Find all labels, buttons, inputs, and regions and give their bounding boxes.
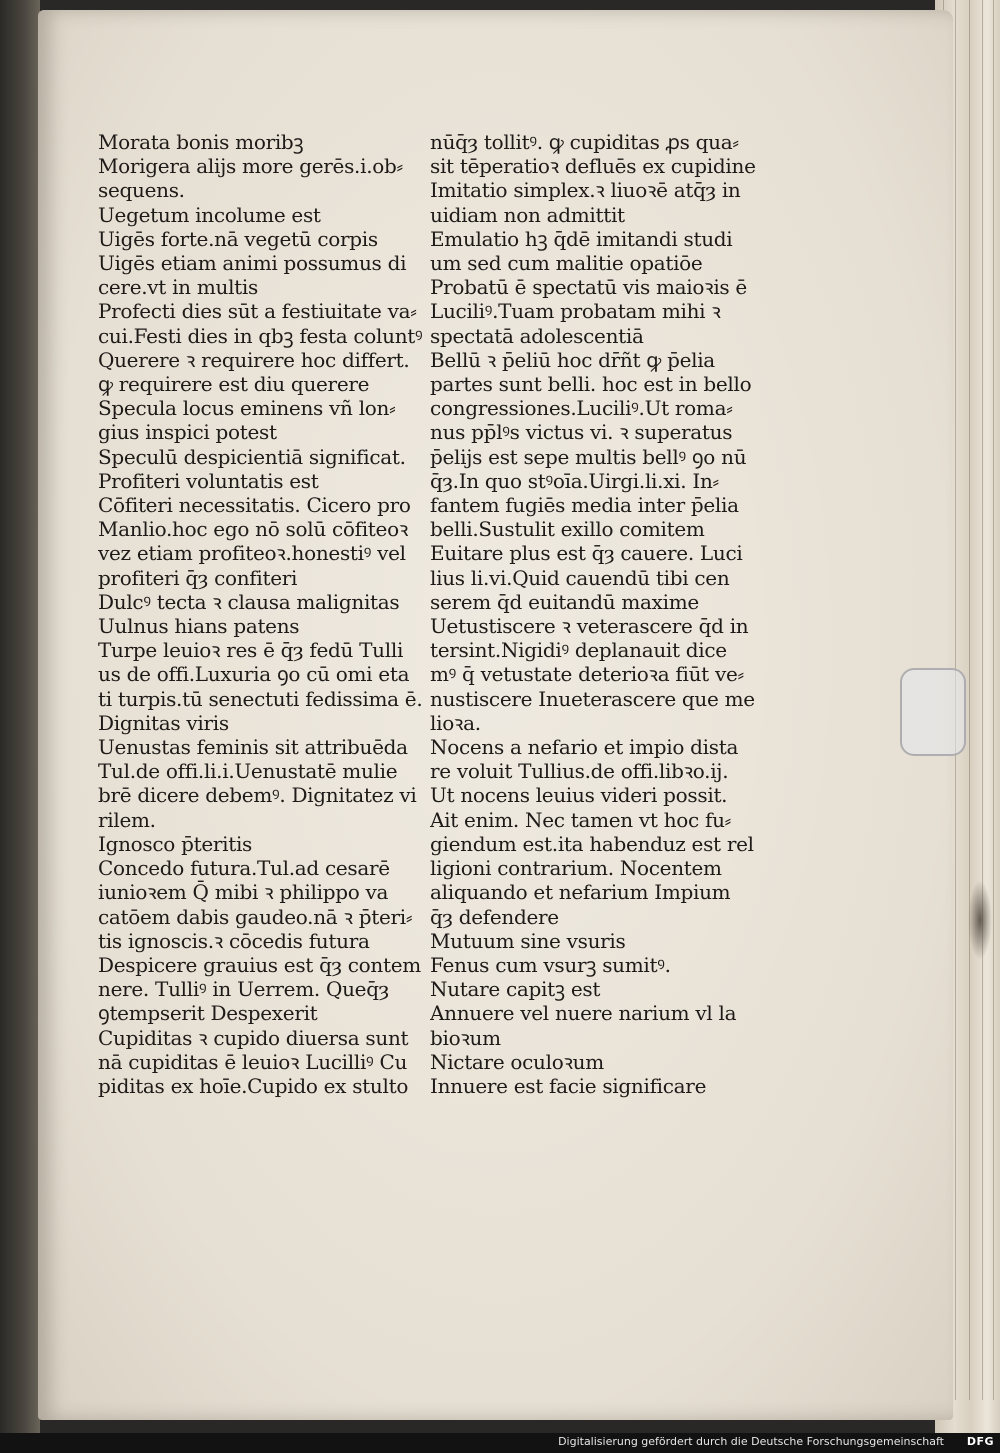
text-line: lioꝛa. [430,710,481,735]
text-line: Dignitas viris [98,710,229,735]
text-line: Ait enim. Nec tamen vt hoc fu⸗ [430,807,732,832]
text-line: Bellū ꝛ p̄eliū hoc dr̄ñt ꝙ p̄elia [430,347,715,372]
text-line: Ut nocens leuius videri possit. [430,783,728,808]
text-line: spectatā adolescentiā [430,323,644,348]
text-line: Uigēs etiam animi possumus di [98,251,407,276]
left-text-column [98,130,428,1098]
text-line: Fenus cum vsurꝫ sumitꝰ. [430,952,671,977]
text-line: vez etiam profiteoꝛ.honestiꝰ vel [98,541,406,566]
footer-bar [0,1433,1000,1453]
text-line: Uegetum incolume est [98,202,321,227]
text-line: Nictare oculoꝛum [430,1049,604,1074]
text-line: Morata bonis moribꝫ [98,130,304,154]
text-line: partes sunt belli. hoc est in bello [430,372,752,397]
text-line: nustiscere Inueterascere que me [430,686,755,711]
text-line: nus pp̄lꝰs victus vi. ꝛ superatus [430,420,733,445]
text-line: q̄ȝ defendere [430,904,559,929]
text-line: Uetustiscere ꝛ veterascere q̄d in [430,614,749,639]
text-line: Annuere vel nuere narium vl la [430,1001,737,1026]
text-line: Profiteri voluntatis est [98,468,319,493]
page-clip [900,668,966,756]
text-line: serem q̄d euitandū maxime [430,589,699,614]
text-line: Specula locus eminens vñ lon⸗ [98,396,396,421]
text-line: cere.vt in multis [98,275,258,300]
text-line: ꝯtempserit Despexerit [98,1001,318,1026]
text-line: q̄ȝ.In quo stꝰoīa.Uirgi.li.xi. In⸗ [430,468,719,493]
facing-page-edge [0,0,40,1453]
text-line: Dulcꝰ tecta ꝛ clausa malignitas [98,589,400,614]
text-line: nūq̄ȝ tollitꝰ. ꝙ cupiditas ꝓs qua⸗ [430,130,739,154]
text-line: Despicere grauius est q̄ȝ contem [98,952,421,977]
text-line: Uenustas feminis sit attribuēda [98,735,408,760]
text-line: Ignosco p̄teritis [98,831,253,856]
text-line: bioꝛum [430,1025,501,1050]
text-line: Cupiditas ꝛ cupido diuersa sunt [98,1025,409,1050]
text-line: Mutuum sine vsuris [430,928,626,953]
text-line: Manlio.hoc ego nō solū cōfiteoꝛ [98,517,408,542]
text-line: Querere ꝛ requirere hoc differt. [98,347,410,372]
text-line: giendum est.ita habenduz est rel [430,831,754,856]
text-line: Nutare capitꝫ est [430,977,601,1002]
text-line: Luciliꝰ.Tuam probatam mihi ꝛ [430,299,721,324]
text-line: uidiam non admittit [430,202,625,227]
text-line: nā cupiditas ē leuioꝛ Lucilliꝰ Cu [98,1049,408,1074]
text-line: mꝰ q̄ vetustate deterioꝛa fiūt ve⸗ [430,662,744,687]
text-line: Imitatio simplex.ꝛ liuoꝛē atq̄ȝ in [430,178,741,203]
text-line: catōem dabis gaudeo.nā ꝛ p̄teri⸗ [98,904,413,929]
text-line: Emulatio hꝫ q̄dē imitandi studi [430,226,733,251]
text-line: ꝙ requirere est diu querere [98,372,370,397]
text-line: congressiones.Luciliꝰ.Ut roma⸗ [430,396,733,421]
text-line: piditas ex hoīe.Cupido ex stulto [98,1073,409,1098]
text-line: Innuere est facie significare [430,1073,707,1098]
text-line: fantem fugiēs media inter p̄elia [430,493,739,518]
funding-note: Digitalisierung gefördert durch die Deutsche Forschungsgemeinschaft [558,1435,944,1448]
text-line: Probatū ē spectatū vis maioꝛis ē [430,275,747,300]
text-line: Tul.de offi.li.i.Uenustatē mulie [98,759,398,784]
text-line: sequens. [98,178,185,203]
text-line: nere. Tulliꝰ in Uerrem. Queq̄ȝ [98,977,389,1002]
text-line: us de offi.Luxuria ꝯo cū omi eta [98,662,410,687]
text-line: iunioꝛem Q̄ mibi ꝛ philippo va [98,880,389,905]
dfg-logo: DFG [966,1435,994,1448]
text-line: Speculū despicientiā significat. [98,444,406,469]
text-line: tersint.Nigidiꝰ deplanauit dice [430,638,727,663]
text-line: profiteri q̄ȝ confiteri [98,565,298,590]
text-line: um sed cum malitie opatiōe [430,251,703,276]
right-text-column [430,130,765,1098]
text-line: Cōfiteri necessitatis. Cicero pro [98,493,411,518]
text-line: Profecti dies sūt a festiuitate va⸗ [98,299,417,324]
text-line: brē dicere debemꝰ. Dignitatez vi [98,783,417,808]
text-line: Morigera alijs more gerēs.i.ob⸗ [98,154,403,179]
text-line: cui.Festi dies in qbꝫ festa coluntꝰ [98,323,423,348]
text-line: lius li.vi.Quid cauendū tibi cen [430,565,730,590]
text-line: belli.Sustulit exillo comitem [430,517,705,542]
text-line: rilem. [98,807,156,832]
text-line: sit tēperatioꝛ defluēs ex cupidine [430,154,756,179]
text-line: Turpe leuioꝛ res ē q̄ȝ fedū Tulli [98,638,404,663]
text-line: aliquando et nefarium Impium [430,880,731,905]
edge-stain [968,880,992,960]
text-line: ti turpis.tū senectuti fedissima ē. [98,686,423,711]
text-line: re voluit Tullius.de offi.libꝛo.ij. [430,759,729,784]
text-line: Uulnus hians patens [98,614,300,639]
text-line: Nocens a nefario et impio dista [430,735,739,760]
text-line: Concedo futura.Tul.ad cesarē [98,856,390,881]
text-line: tis ignoscis.ꝛ cōcedis futura [98,928,370,953]
text-line: Uigēs forte.nā vegetū corpis [98,226,378,251]
text-line: gius inspici potest [98,420,277,445]
text-line: ligioni contrarium. Nocentem [430,856,722,881]
text-line: p̄elijs est sepe multis bellꝰ ꝯo nū [430,444,747,469]
text-line: Euitare plus est q̄ȝ cauere. Luci [430,541,743,566]
